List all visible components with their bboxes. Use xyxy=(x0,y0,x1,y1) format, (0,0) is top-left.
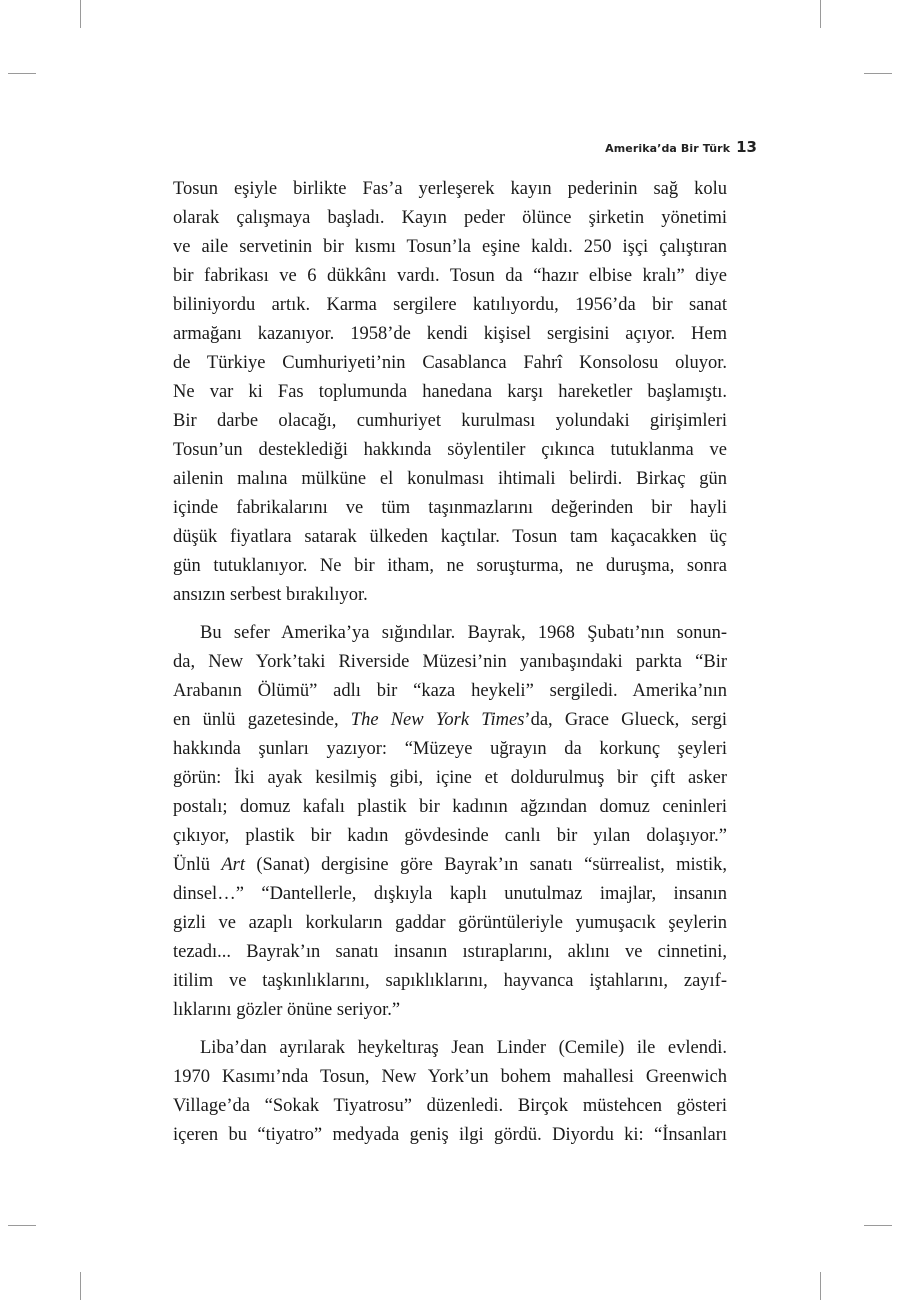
paragraph-1 xyxy=(173,175,727,610)
crop-mark xyxy=(820,1272,821,1300)
text-run: en ünlü gazetesinde, xyxy=(173,710,351,730)
crop-mark xyxy=(820,0,821,28)
text-line: olarak çalışmaya başladı. Kayın peder ölünce şirketin yönetimi xyxy=(173,208,727,228)
crop-mark xyxy=(8,73,36,74)
text-line: da, New York’taki Riverside Müzesi’nin yanıbaşındaki parkta “Bir xyxy=(173,652,727,672)
text-line: ve aile servetinin bir kısmı Tosun’la eşine kaldı. 250 işçi çalıştıran xyxy=(173,237,727,257)
text-line: Arabanın Ölümü” adlı bir “kaza heykeli” sergiledi. Amerika’nın xyxy=(173,681,727,701)
newspaper-title: The New York Times xyxy=(350,710,525,730)
text-line: de Türkiye Cumhuriyeti’nin Casablanca Fahrî Konsolosu oluyor. xyxy=(173,353,727,373)
crop-mark xyxy=(8,1225,36,1226)
text-line: içinde fabrikalarını ve tüm taşınmazlarını değerinden bir hayli xyxy=(173,498,727,518)
text-line: düşük fiyatlara satarak ülkeden kaçtılar. Tosun tam kaçacakken üç xyxy=(173,527,727,547)
text-line: görün: İki ayak kesilmiş gibi, içine et doldurulmuş bir çift asker xyxy=(173,768,727,788)
paragraph-3 xyxy=(173,1034,727,1150)
body-text xyxy=(173,175,727,1150)
text-line: çıkıyor, plastik bir kadın gövdesinde canlı bir yılan dolaşıyor.” xyxy=(173,826,727,846)
text-line: postalı; domuz kafalı plastik bir kadının ağzından domuz ceninleri xyxy=(173,797,727,817)
text-line: bir fabrikası ve 6 dükkânı vardı. Tosun da “hazır elbise kralı” diye xyxy=(173,266,727,286)
text-run: (Sanat) dergisine göre Bayrak’ın sanatı “sürrealist, mistik, xyxy=(245,855,728,875)
text-line: içeren bu “tiyatro” medyada geniş ilgi gördü. Diyordu ki: “İnsanları xyxy=(173,1125,727,1145)
text-line: 1970 Kasımı’nda Tosun, New York’un bohem mahallesi Greenwich xyxy=(173,1067,727,1087)
page-number: 13 xyxy=(736,138,757,156)
text-line: tezadı... Bayrak’ın sanatı insanın ıstıraplarını, aklını ve cinnetini, xyxy=(173,942,727,962)
crop-mark xyxy=(864,1225,892,1226)
crop-mark xyxy=(864,73,892,74)
text-line: itilim ve taşkınlıklarını, sapıklıklarını, hayvanca iştahlarını, zayıf- xyxy=(173,971,727,991)
text-line: Tosun’un desteklediği hakkında söylentiler çıkınca tutuklanma ve xyxy=(173,440,727,460)
text-line: armağanı kazanıyor. 1958’de kendi kişisel sergisini açıyor. Hem xyxy=(173,324,727,344)
text-line: gizli ve azaplı korkuların gaddar görüntüleriyle yumuşacık şeylerin xyxy=(173,913,727,933)
paragraph-2 xyxy=(173,619,727,1025)
text-line: hakkında şunları yazıyor: “Müzeye uğrayın da korkunç şeyleri xyxy=(173,739,727,759)
running-header xyxy=(560,138,757,157)
text-run: Ünlü xyxy=(173,855,222,875)
crop-mark xyxy=(80,1272,81,1300)
text-line xyxy=(173,706,727,735)
text-line: Bu sefer Amerika’ya sığındılar. Bayrak, 1968 Şubatı’nın sonun- xyxy=(200,623,727,643)
text-line: Bir darbe olacağı, cumhuriyet kurulması yolundaki girişimleri xyxy=(173,411,727,431)
text-line: ansızın serbest bırakılıyor. xyxy=(173,585,368,605)
text-run: ’da, Grace Glueck, sergi xyxy=(524,710,728,730)
text-line: Tosun eşiyle birlikte Fas’a yerleşerek kayın pederinin sağ kolu xyxy=(173,179,727,199)
running-title: Amerika’da Bir Türk xyxy=(605,142,731,155)
text-line: ailenin malına mülküne el konulması ihtimali belirdi. Birkaç gün xyxy=(173,469,727,489)
text-line: gün tutuklanıyor. Ne bir itham, ne soruşturma, ne duruşma, sonra xyxy=(173,556,727,576)
text-line: Village’da “Sokak Tiyatrosu” düzenledi. Birçok müstehcen gösteri xyxy=(173,1096,727,1116)
text-line: biliniyordu artık. Karma sergilere katılıyordu, 1956’da bir sanat xyxy=(173,295,727,315)
text-line: lıklarını gözler önüne seriyor.” xyxy=(173,1000,401,1020)
text-line xyxy=(173,851,727,880)
magazine-title: Art xyxy=(221,855,246,875)
text-line: Ne var ki Fas toplumunda hanedana karşı hareketler başlamıştı. xyxy=(173,382,727,402)
text-line: dinsel…” “Dantellerle, dışkıyla kaplı unutulmaz imajlar, insanın xyxy=(173,884,727,904)
crop-mark xyxy=(80,0,81,28)
text-line: Liba’dan ayrılarak heykeltıraş Jean Linder (Cemile) ile evlendi. xyxy=(200,1038,727,1058)
